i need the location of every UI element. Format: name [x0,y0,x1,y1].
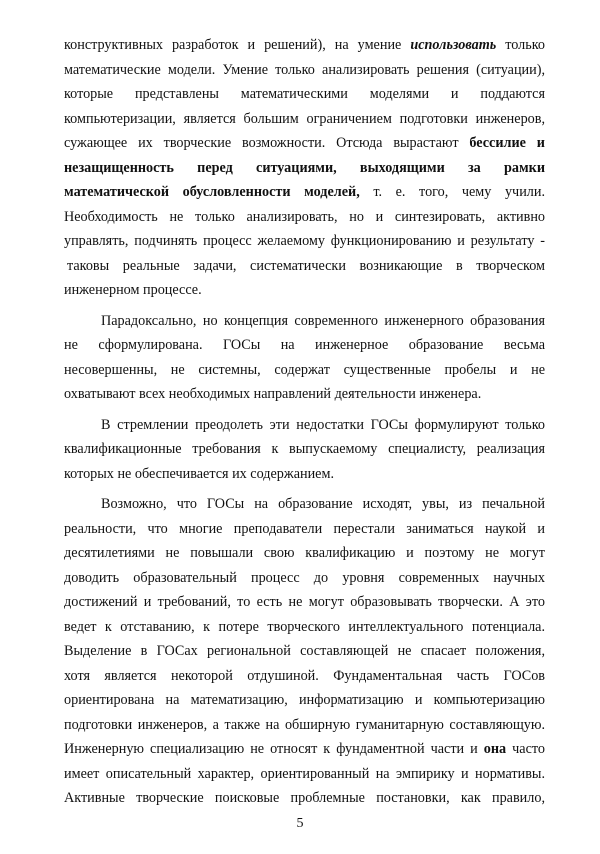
text-line: управлять, подчинять процесс желаемому функционированию и результату - [64,233,545,249]
text-line: не сформулирована. ГОСы на инженерное образование весьма [64,337,545,353]
text-line: сужающее их творческие возможности. Отсюда вырастают бессилие и [64,135,545,151]
text-line: таковы реальные задачи, систематически возникающие в творческом [67,258,545,274]
text-line: ориентирована на математизацию, информатизацию и компьютеризацию [64,692,545,708]
text-line: квалификационные требования к выпускаемому специалисту, реализация [64,441,545,457]
text-line: охватывают всех необходимых направлений деятельности инженера. [64,386,482,402]
text-line: Инженерную специализацию не относят к фундаментной части и она часто [64,741,545,757]
text-line: незащищенность перед ситуациями, выходящими за рамки [64,160,545,176]
text-line: Необходимость не только анализировать, но и синтезировать, активно [64,209,545,225]
text-line: которых не обеспечивается их содержанием. [64,466,335,482]
text-line: В стремлении преодолеть эти недостатки ГОСы формулируют только [101,417,545,433]
text-line: Возможно, что ГОСы на образование исходят, увы, из печальной [101,496,545,512]
text-line: хотя является некоторой отдушиной. Фундаментальная часть ГОСов [64,668,545,684]
text-line: Парадоксально, но концепция современного инженерного образования [101,313,545,329]
text-line: доводить образовательный процесс до уровня современных научных [64,570,545,586]
text-line: реальности, что многие преподаватели перестали заниматься наукой и [64,521,545,537]
page-number: 5 [296,816,304,831]
text-line: несовершенны, не системны, содержат существенные пробелы и не [64,362,545,378]
text-line: инженерном процессе. [64,282,202,298]
text-line: конструктивных разработок и решений), на умение использовать только [64,37,545,53]
text-line: Активные творческие поисковые проблемные постановки, как правило, [64,790,545,806]
text-line: которые представлены математическими моделями и поддаются [64,86,545,102]
text-line: Выделение в ГОСах региональной составляющей не спасает положения, [64,643,545,659]
text-line: математической обусловленности моделей, т. е. того, чему учили. [64,184,545,200]
text-line: десятилетиями не повышали свою квалификацию и поэтому не могут [64,545,545,561]
text-line: подготовки инженеров, а также на обширную гуманитарную составляющую. [64,717,545,733]
text-line: достижений и требований, то есть не могут образовывать творчески. А это [64,594,545,610]
text-line: компьютеризации, является большим ограничением подготовки инженеров, [64,111,545,127]
text-line: математические модели. Умение только анализировать решения (ситуации), [64,62,545,78]
text-line: ведет к отставанию, к потере творческого интеллектуального потенциала. [64,619,545,635]
text-line: имеет описательный характер, ориентированный на эмпирику и нормативы. [64,766,545,782]
